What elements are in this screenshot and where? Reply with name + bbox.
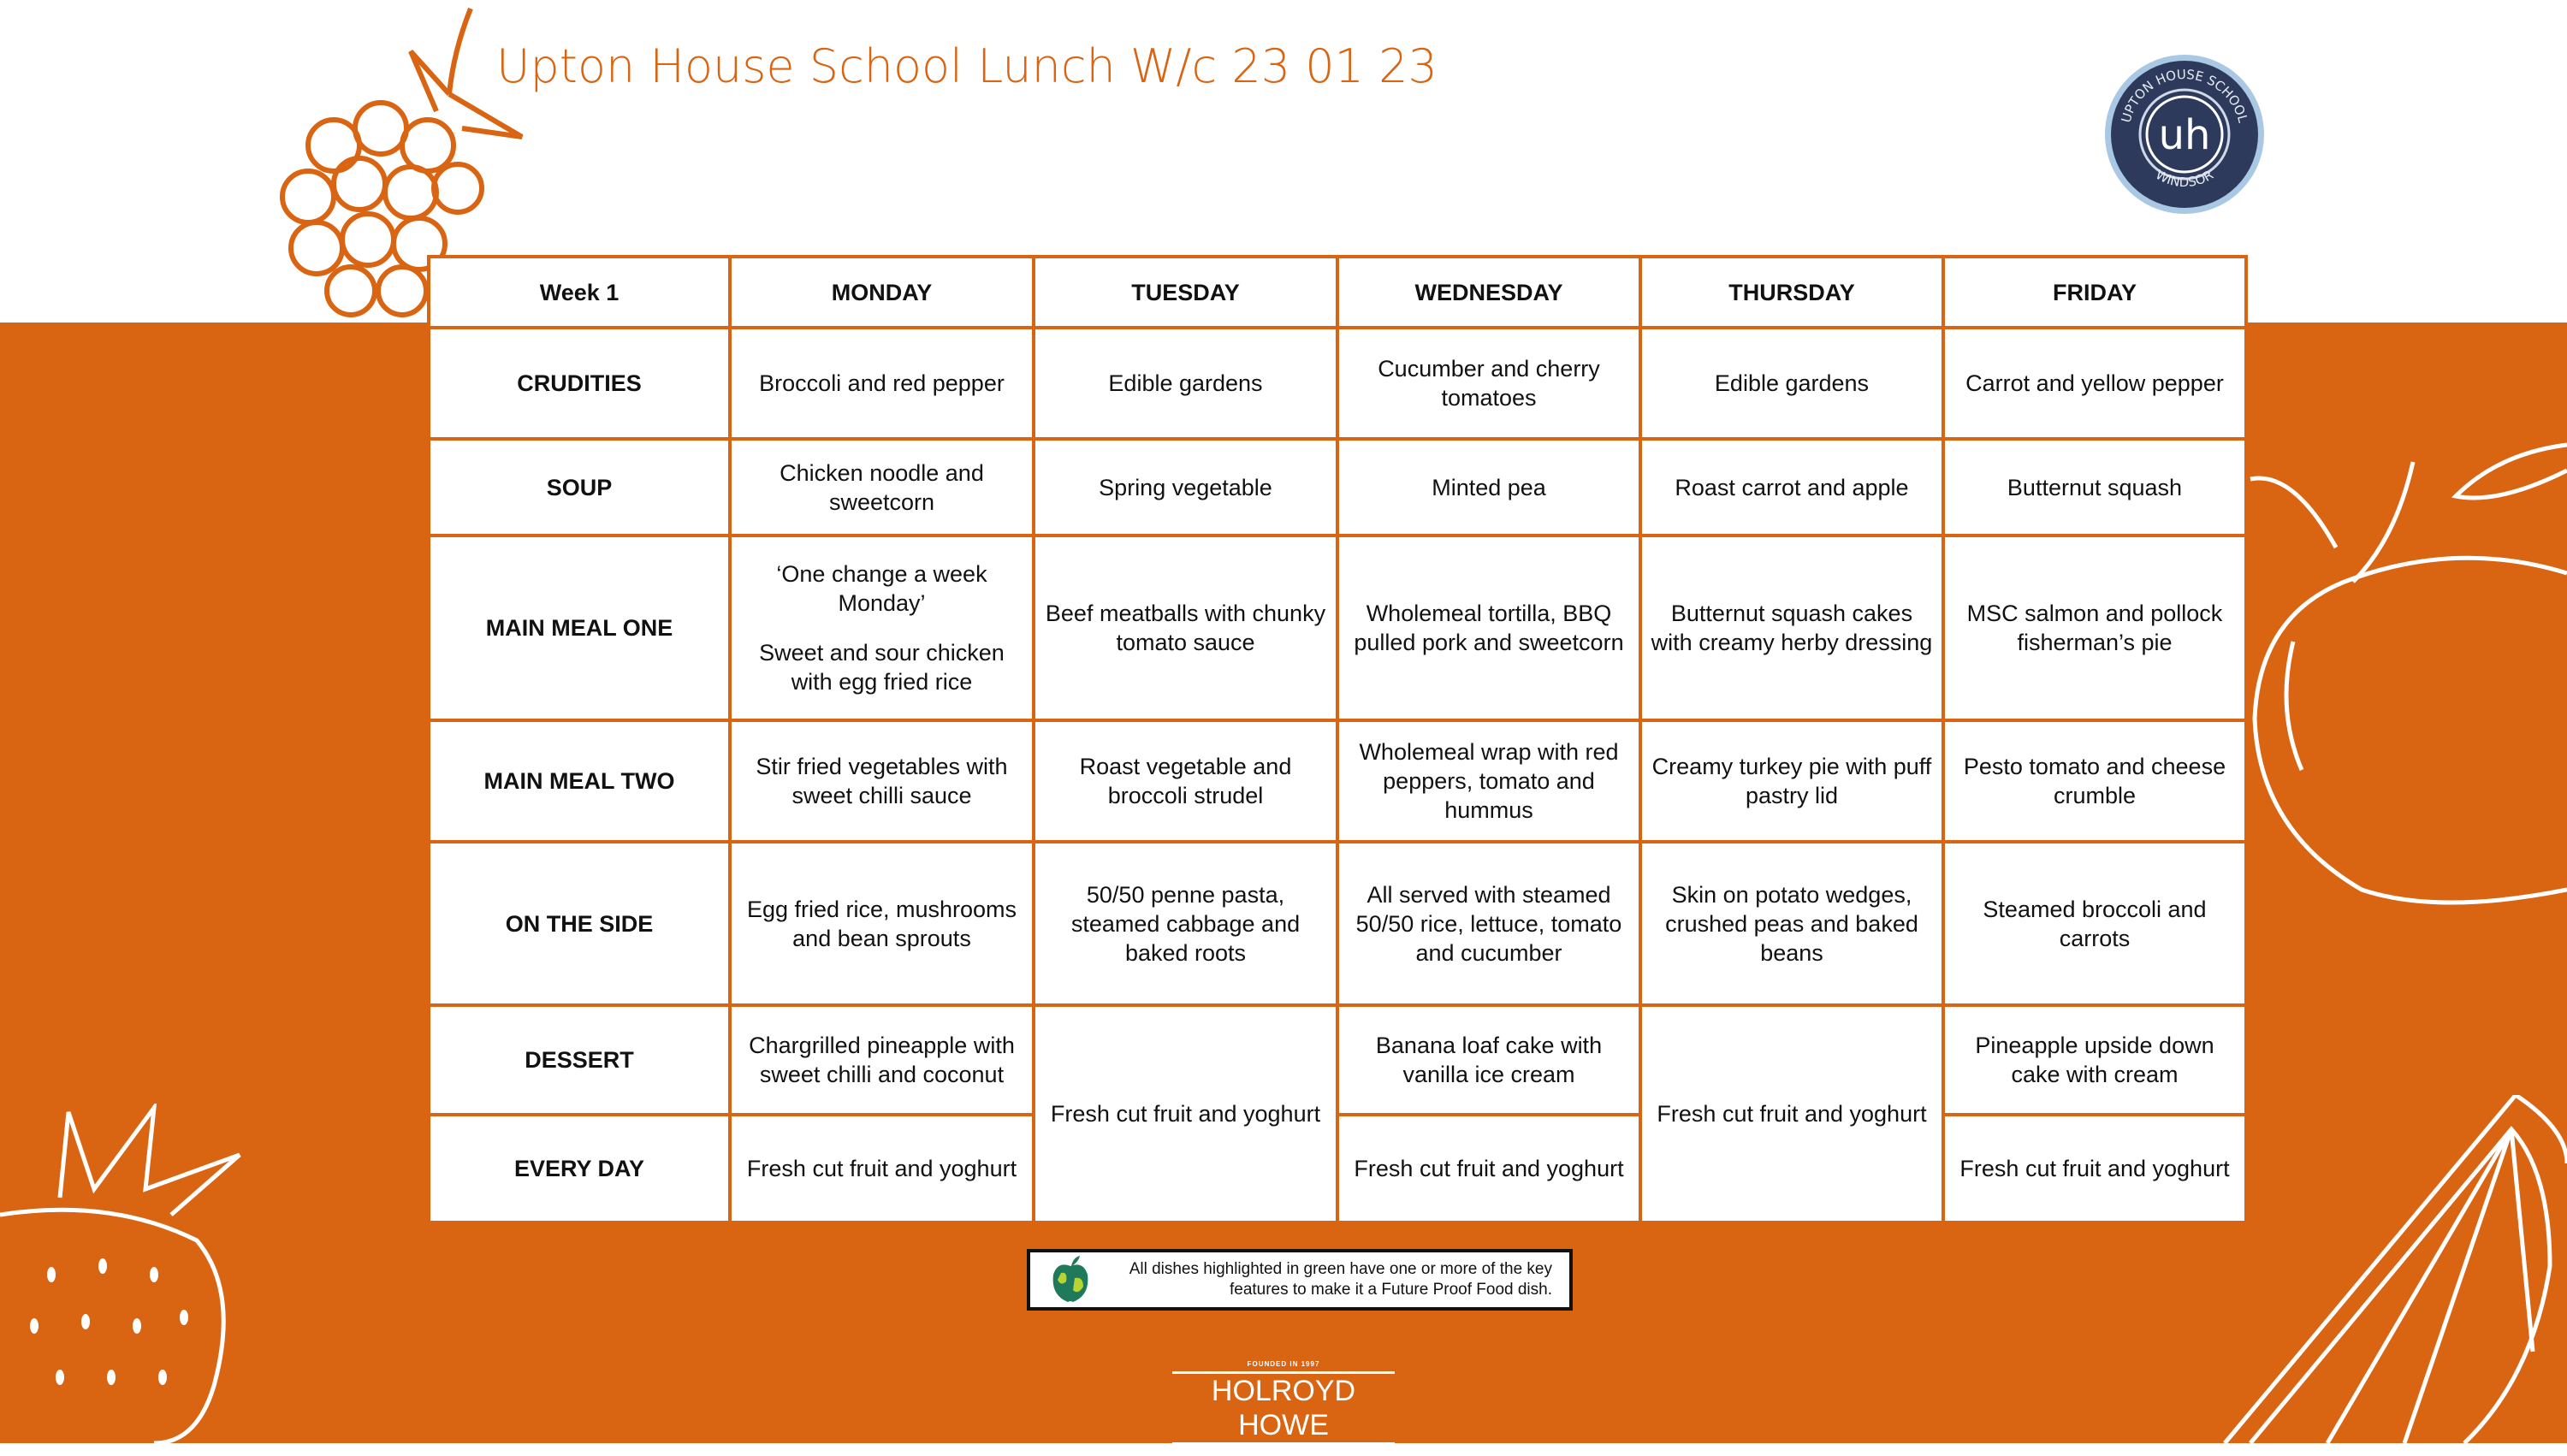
table-row-main-meal-two — [429, 720, 2246, 842]
menu-cell: Fresh cut fruit and yoghurt — [1640, 1005, 1943, 1222]
svg-text:WINDSOR: WINDSOR — [2153, 167, 2216, 191]
footer-brand: HOLROYD HOWE — [1172, 1371, 1395, 1445]
strawberry-illustration — [0, 1104, 257, 1443]
day-header-thursday: THURSDAY — [1640, 257, 1943, 328]
menu-cell: Chicken noodle and sweetcorn — [730, 439, 1034, 536]
monday-main-dish: Sweet and sour chicken with egg fried rice — [759, 640, 1005, 695]
menu-cell: Skin on potato wedges, crushed peas and baked beans — [1640, 842, 1943, 1005]
menu-cell: Edible gardens — [1034, 328, 1337, 439]
row-label: MAIN MEAL TWO — [429, 720, 730, 842]
table-row-dessert — [429, 1005, 2246, 1115]
day-header-monday: MONDAY — [730, 257, 1034, 328]
menu-cell: Butternut squash — [1943, 439, 2246, 536]
svg-text:uh: uh — [2158, 111, 2211, 159]
table-row-main-meal-one — [429, 536, 2246, 720]
table-row-crudities — [429, 328, 2246, 439]
menu-cell: Fresh cut fruit and yoghurt — [730, 1115, 1034, 1222]
menu-cell: Butternut squash cakes with creamy herby dressing — [1640, 536, 1943, 720]
table-row-every-day — [429, 1115, 2246, 1222]
menu-cell: Beef meatballs with chunky tomato sauce — [1034, 536, 1337, 720]
menu-cell: All served with steamed 50/50 rice, lettuce, tomato and cucumber — [1337, 842, 1640, 1005]
globe-apple-icon — [1049, 1256, 1092, 1304]
menu-cell: Steamed broccoli and carrots — [1943, 842, 2246, 1005]
row-label: CRUDITIES — [429, 328, 730, 439]
day-header-friday: FRIDAY — [1943, 257, 2246, 328]
week-label: Week 1 — [429, 257, 730, 328]
menu-cell: 50/50 penne pasta, steamed cabbage and baked roots — [1034, 842, 1337, 1005]
legend-text: All dishes highlighted in green have one or more of the key features to make it a Future Proof Food dish. — [1129, 1260, 1552, 1299]
row-label: DESSERT — [429, 1005, 730, 1115]
menu-cell: MSC salmon and pollock fisherman’s pie — [1943, 536, 2246, 720]
row-label: EVERY DAY — [429, 1115, 730, 1222]
future-proof-food-legend — [1027, 1249, 1573, 1311]
row-label: MAIN MEAL ONE — [429, 536, 730, 720]
footer-founded: FOUNDED IN 1997 — [1247, 1360, 1320, 1368]
menu-cell: Wholemeal wrap with red peppers, tomato and hummus — [1337, 720, 1640, 842]
row-label: ON THE SIDE — [429, 842, 730, 1005]
menu-cell: Stir fried vegetables with sweet chilli sauce — [730, 720, 1034, 842]
menu-cell: Minted pea — [1337, 439, 1640, 536]
menu-cell: Pesto tomato and cheese crumble — [1943, 720, 2246, 842]
day-header-tuesday: TUESDAY — [1034, 257, 1337, 328]
menu-cell: Egg fried rice, mushrooms and bean sprouts — [730, 842, 1034, 1005]
menu-cell: Roast vegetable and broccoli strudel — [1034, 720, 1337, 842]
row-label: SOUP — [429, 439, 730, 536]
holroyd-howe-logo — [1172, 1360, 1395, 1456]
footer-tagline: FEEDING INDEPENDENT MINDS — [1219, 1448, 1348, 1456]
table-row-soup — [429, 439, 2246, 536]
menu-cell: Chargrilled pineapple with sweet chilli and coconut — [730, 1005, 1034, 1115]
menu-cell — [730, 536, 1034, 720]
menu-cell: Broccoli and red pepper — [730, 328, 1034, 439]
school-logo — [2103, 53, 2266, 216]
menu-cell: Roast carrot and apple — [1640, 439, 1943, 536]
menu-cell: Fresh cut fruit and yoghurt — [1943, 1115, 2246, 1222]
menu-cell: Wholemeal tortilla, BBQ pulled pork and sweetcorn — [1337, 536, 1640, 720]
menu-cell: Carrot and yellow pepper — [1943, 328, 2246, 439]
menu-cell: Edible gardens — [1640, 328, 1943, 439]
table-row-on-the-side — [429, 842, 2246, 1005]
orange-slice-illustration — [2208, 1095, 2567, 1443]
menu-cell: Pineapple upside down cake with cream — [1943, 1005, 2246, 1115]
menu-cell: Spring vegetable — [1034, 439, 1337, 536]
page-title: Upton House School Lunch W/c 23 01 23 — [496, 39, 1438, 93]
menu-cell: Fresh cut fruit and yoghurt — [1337, 1115, 1640, 1222]
menu-cell: Fresh cut fruit and yoghurt — [1034, 1005, 1337, 1222]
monday-special-note: ‘One change a week Monday’ — [776, 561, 987, 616]
menu-cell: Creamy turkey pie with puff pastry lid — [1640, 720, 1943, 842]
day-header-wednesday: WEDNESDAY — [1337, 257, 1640, 328]
svg-text:UPTON HOUSE SCHOOL: UPTON HOUSE SCHOOL — [2118, 66, 2251, 125]
menu-cell: Banana loaf cake with vanilla ice cream — [1337, 1005, 1640, 1115]
menu-cell: Cucumber and cherry tomatoes — [1337, 328, 1640, 439]
apple-illustration — [2242, 428, 2567, 924]
lunch-menu-table — [427, 255, 2248, 1224]
